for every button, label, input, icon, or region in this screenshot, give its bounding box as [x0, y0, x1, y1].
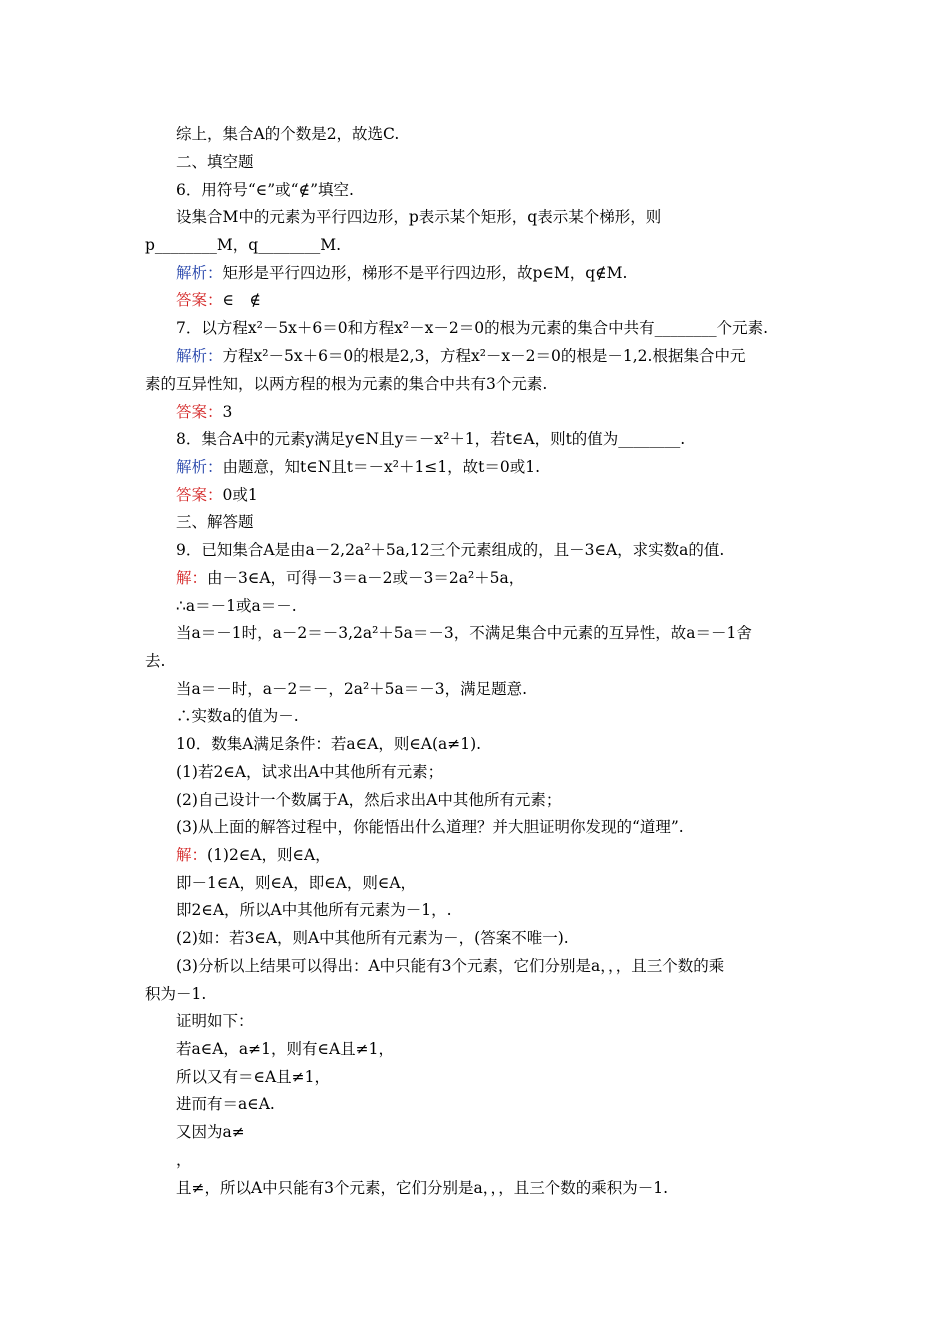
answer-tag: 答案： — [176, 486, 223, 504]
solution-tag: 解： — [176, 569, 208, 587]
analysis-text: 方程x²－5x＋6＝0的根是2,3，方程x²－x－2＝0的根是－1,2.根据集合中元 — [222, 347, 746, 365]
text-line: (2)如：若3∈A，则A中其他所有元素为－，(答案不唯一). — [176, 929, 569, 947]
answer-tag: 答案： — [176, 403, 223, 421]
text-line: 当a＝－1时，a－2＝－3,2a²＋5a＝－3，不满足集合中元素的互异性，故a＝－1舍 — [176, 624, 752, 642]
text-line: 综上，集合A的个数是2，故选C. — [176, 125, 400, 143]
text-line: 去. — [145, 652, 166, 670]
solution-text: 由－3∈A，可得－3＝a－2或－3＝2a²＋5a， — [207, 569, 525, 587]
answer-text: 0或1 — [222, 486, 258, 504]
text-line: ， — [176, 1151, 192, 1169]
solution-text: (1)2∈A，则∈A， — [207, 846, 331, 864]
text-line: 证明如下： — [176, 1012, 254, 1030]
text-line: 又因为a≠ — [176, 1123, 245, 1141]
text-line: (3)分析以上结果可以得出：A中只能有3个元素，它们分别是a，，，且三个数的乘 — [176, 957, 725, 975]
text-line: 且≠，所以A中只能有3个元素，它们分别是a，，，且三个数的乘积为－1. — [176, 1179, 669, 1197]
text-line: ∴a＝－1或a＝－. — [176, 597, 297, 615]
solution-9 — [176, 568, 524, 588]
text-line: 即－1∈A，则∈A，即∈A，则∈A， — [176, 874, 417, 892]
analysis-8 — [176, 457, 540, 477]
question-10-part-2: (2)自己设计一个数属于A，然后求出A中其他所有元素； — [176, 791, 562, 809]
answer-6 — [176, 290, 261, 310]
analysis-6 — [176, 263, 627, 283]
analysis-text: 矩形是平行四边形，梯形不是平行四边形，故p∈M，q∉M. — [222, 264, 628, 282]
analysis-7 — [176, 346, 745, 366]
solution-10 — [176, 845, 331, 865]
analysis-tag: 解析： — [176, 347, 223, 365]
answer-7 — [176, 402, 232, 422]
question-8: 8．集合A中的元素y满足y∈N且y＝－x²＋1，若t∈A，则t的值为________. — [176, 430, 686, 448]
text-line: ∴实数a的值为－. — [176, 707, 299, 725]
section-heading-solve: 三、解答题 — [176, 513, 254, 531]
text-line: 所以又有＝∈A且≠1， — [176, 1068, 331, 1086]
text-line: 若a∈A，a≠1，则有∈A且≠1， — [176, 1040, 395, 1058]
solution-tag: 解： — [176, 846, 208, 864]
text-line: 积为－1. — [145, 985, 207, 1003]
question-10: 10．数集A满足条件：若a∈A，则∈A(a≠1). — [176, 735, 482, 753]
question-7: 7．以方程x²－5x＋6＝0和方程x²－x－2＝0的根为元素的集合中共有________个元素. — [176, 319, 768, 337]
question-9: 9．已知集合A是由a－2,2a²＋5a,12三个元素组成的，且－3∈A，求实数a的值. — [176, 541, 725, 559]
analysis-text: 由题意，知t∈N且t＝－x²＋1≤1，故t＝0或1. — [222, 458, 541, 476]
answer-8 — [176, 485, 258, 505]
answer-text: 3 — [222, 403, 233, 421]
question-10-part-1: (1)若2∈A，试求出A中其他所有元素； — [176, 763, 444, 781]
analysis-tag: 解析： — [176, 264, 223, 282]
text-line: 进而有＝a∈A. — [176, 1095, 275, 1113]
text-line: 当a＝－时，a－2＝－，2a²＋5a＝－3，满足题意. — [176, 680, 528, 698]
text-line: 即2∈A，所以A中其他所有元素为－1，. — [176, 901, 452, 919]
question-10-part-3: (3)从上面的解答过程中，你能悟出什么道理？并大胆证明你发现的“道理”. — [176, 818, 684, 836]
question-6-blanks: p________M，q________M. — [145, 236, 342, 254]
section-heading-fill-blank: 二、填空题 — [176, 153, 254, 171]
answer-text: ∈ ∉ — [222, 291, 261, 309]
analysis-tag: 解析： — [176, 458, 223, 476]
question-6-text: 设集合M中的元素为平行四边形，p表示某个矩形，q表示某个梯形，则 — [176, 208, 662, 226]
answer-tag: 答案： — [176, 291, 223, 309]
question-6: 6．用符号“∈”或“∉”填空. — [176, 181, 354, 199]
analysis-7-cont: 素的互异性知，以两方程的根为元素的集合中共有3个元素. — [145, 375, 548, 393]
